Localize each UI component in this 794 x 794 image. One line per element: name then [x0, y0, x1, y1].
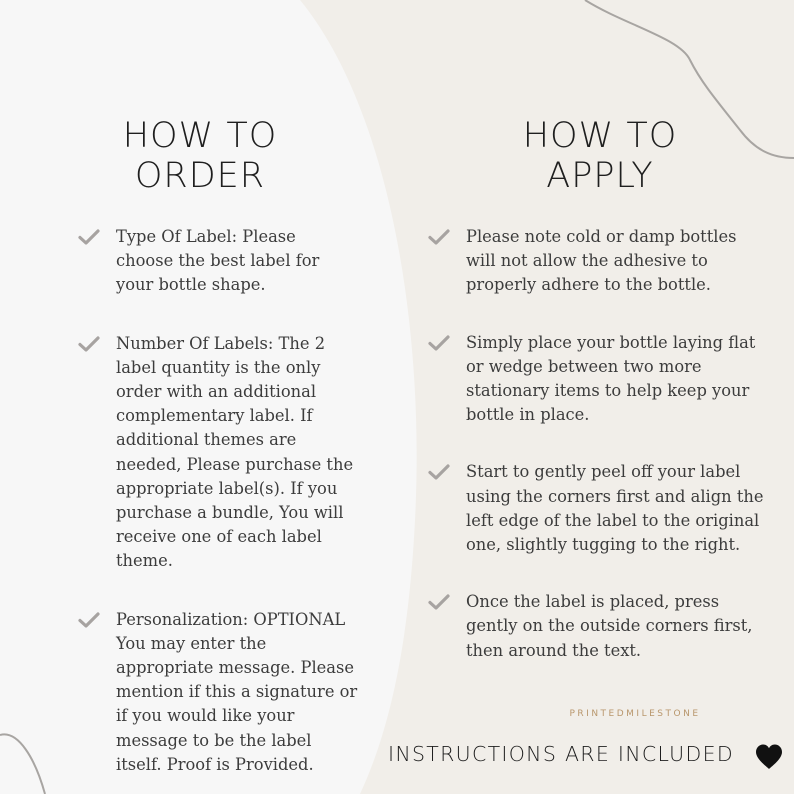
step-item: [428, 590, 768, 663]
step-text-line: additional themes are: [116, 430, 297, 450]
order-steps-list: [78, 225, 363, 777]
step-text-line: then around the text.: [466, 640, 642, 660]
step-text-line: Type Of Label: Please: [116, 227, 296, 246]
step-text-line: needed, Please purchase the: [116, 454, 354, 474]
step-item: [428, 460, 768, 557]
step-text-line: mention if this a signature or: [116, 682, 358, 702]
step-text-line: one, slightly tugging to the right.: [466, 535, 741, 555]
checkmark-icon: [428, 229, 450, 245]
step-item: [428, 225, 768, 298]
step-text-line: stationary items to help keep your: [466, 381, 750, 401]
step-item: [428, 331, 768, 428]
instructions-footer: INSTRUCTIONS ARE INCLUDED: [388, 742, 734, 766]
step-item: [78, 332, 363, 574]
title-line: HOW TO: [122, 116, 278, 156]
step-text-line: using the corners first and align the: [466, 486, 764, 506]
step-text-line: message to be the label: [116, 730, 312, 750]
step-text-line: left edge of the label to the original: [466, 510, 760, 530]
how-to-order-title: [60, 116, 340, 196]
brand-name: PRINTEDMILESTONE: [569, 709, 701, 719]
how-to-apply-title: [460, 116, 740, 196]
apply-steps-list: [428, 225, 768, 663]
checkmark-icon: [428, 335, 450, 351]
step-text-line: itself. Proof is Provided.: [116, 754, 314, 774]
step-text-line: theme.: [116, 551, 173, 571]
step-text-line: choose the best label for: [116, 251, 320, 271]
step-text-line: label quantity is the only: [116, 357, 321, 377]
step-text-line: purchase a bundle, You will: [116, 503, 344, 523]
checkmark-icon: [78, 229, 100, 245]
step-text-line: bottle in place.: [466, 405, 590, 425]
step-text-line: appropriate message. Please: [116, 658, 355, 678]
step-item: [78, 608, 363, 777]
checkmark-icon: [78, 612, 100, 628]
step-text-line: Start to gently peel off your label: [466, 462, 741, 482]
step-item: [78, 225, 363, 298]
step-text-line: You may enter the: [116, 633, 267, 653]
step-text-line: order with an additional: [116, 382, 317, 402]
step-text-line: complementary label. If: [116, 406, 313, 426]
step-text-line: if you would like your: [116, 706, 295, 726]
step-text-line: Please note cold or damp bottles: [466, 227, 737, 246]
step-text-line: properly adhere to the bottle.: [466, 275, 711, 295]
title-line: ORDER: [134, 156, 266, 196]
step-text-line: Personalization: OPTIONAL: [116, 609, 346, 629]
step-text-line: receive one of each label: [116, 527, 322, 547]
step-text-line: will not allow the adhesive to: [466, 251, 708, 271]
step-text-line: Once the label is placed, press: [466, 592, 720, 612]
step-text-line: or wedge between two more: [466, 356, 702, 376]
checkmark-icon: [78, 336, 100, 352]
checkmark-icon: [428, 594, 450, 610]
step-text-line: Simply place your bottle laying flat: [466, 332, 756, 352]
title-line: APPLY: [546, 156, 654, 196]
step-text-line: your bottle shape.: [116, 275, 266, 295]
title-line: HOW TO: [522, 116, 678, 156]
checkmark-icon: [428, 464, 450, 480]
heart-icon: [754, 742, 784, 772]
step-text-line: gently on the outside corners first,: [466, 616, 753, 636]
step-text-line: Number Of Labels: The 2: [116, 333, 326, 353]
step-text-line: appropriate label(s). If you: [116, 478, 338, 498]
